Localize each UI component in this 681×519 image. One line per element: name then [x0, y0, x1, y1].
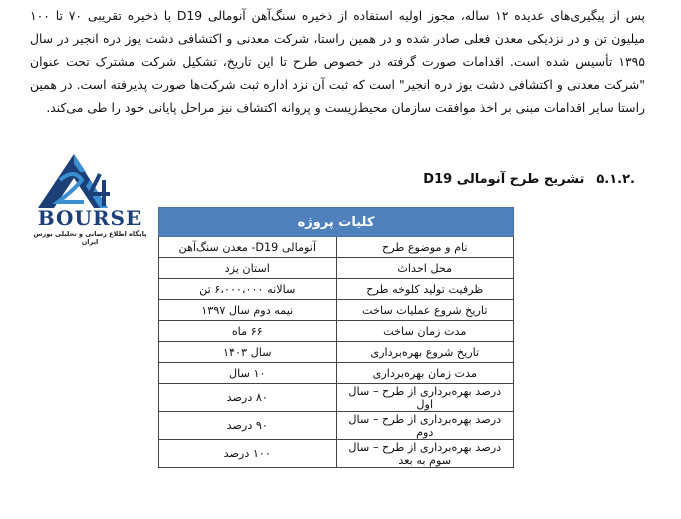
row-key: درصد بهره‌برداری از طرح – سال سوم به بعد: [336, 440, 514, 468]
row-value: استان یزد: [159, 258, 337, 279]
row-value: ۶۶ ماه: [159, 321, 337, 342]
section-title: تشریح طرح آنومالی D19: [423, 172, 585, 187]
row-value: سال ۱۴۰۳: [159, 342, 337, 363]
row-value: نیمه دوم سال ۱۳۹۷: [159, 300, 337, 321]
project-overview-table: [158, 207, 514, 468]
table-row: [159, 321, 514, 342]
table-row: [159, 384, 514, 412]
table-row: [159, 279, 514, 300]
row-value: ۹۰ درصد: [159, 412, 337, 440]
bourse-logo: [30, 150, 150, 250]
table-title: کلیات پروژه: [159, 208, 514, 237]
table-row: [159, 342, 514, 363]
row-value: ۱۰ سال: [159, 363, 337, 384]
row-value: ۸۰ درصد: [159, 384, 337, 412]
row-key: تاریخ شروع بهره‌برداری: [336, 342, 514, 363]
logo-brand-text: BOURSE: [37, 206, 143, 230]
row-key: نام و موضوع طرح: [336, 237, 514, 258]
table-row: [159, 363, 514, 384]
table-row: [159, 412, 514, 440]
row-key: ظرفیت تولید کلوخه طرح: [336, 279, 514, 300]
table-row: [159, 237, 514, 258]
row-value: آنومالی D19- معدن سنگ‌آهن: [159, 237, 337, 258]
table-row: [159, 258, 514, 279]
body-paragraph: پس از پیگیری‌های عدیده ۱۲ ساله، مجوز اولیه استفاده از ذخیره سنگ‌آهن آنومالی D19 با ذخیره تقریبی ۷۰ تا ۱۰۰ میلیون تن و در نزدیکی معدن فعلی صادر شده و در همین راستا، شرکت معدنی و اکتشافی دشت یوز دره انجیر در سال ۱۳۹۵ تأسیس شده است. اقدامات صورت گرفته در خصوص طرح تا این تاریخ، تشکیل شرکت مشترک تحت عنوان "شرکت معدنی و اکتشافی دشت یوز دره انجیر" است که ثبت آن نزد اداره ثبت شرکت‌ها صورت پذیرفته است. در همین راستا سایر اقدامات مبنی بر اخذ موافقت سازمان محیط‌زیست و پروانه اکتشاف نیز مراحل پایانی خود را طی می‌کند.: [30, 8, 645, 115]
section-heading: [423, 172, 635, 187]
table-row: [159, 300, 514, 321]
row-key: مدت زمان بهره‌برداری: [336, 363, 514, 384]
row-value: سالانه ۶،۰۰۰،۰۰۰ تن: [159, 279, 337, 300]
row-key: مدت زمان ساخت: [336, 321, 514, 342]
row-key: تاریخ شروع عملیات ساخت: [336, 300, 514, 321]
logo-mark-icon: [30, 150, 150, 212]
row-key: درصد بهره‌برداری از طرح – سال دوم: [336, 412, 514, 440]
logo-tagline: پایگاه اطلاع رسانی و تحلیلی بورس ایران: [33, 230, 147, 246]
row-key: درصد بهره‌برداری از طرح – سال اول: [336, 384, 514, 412]
row-key: محل احداث: [336, 258, 514, 279]
table-row: [159, 440, 514, 468]
row-value: ۱۰۰ درصد: [159, 440, 337, 468]
section-number: .۵.۱.۲: [596, 172, 635, 187]
